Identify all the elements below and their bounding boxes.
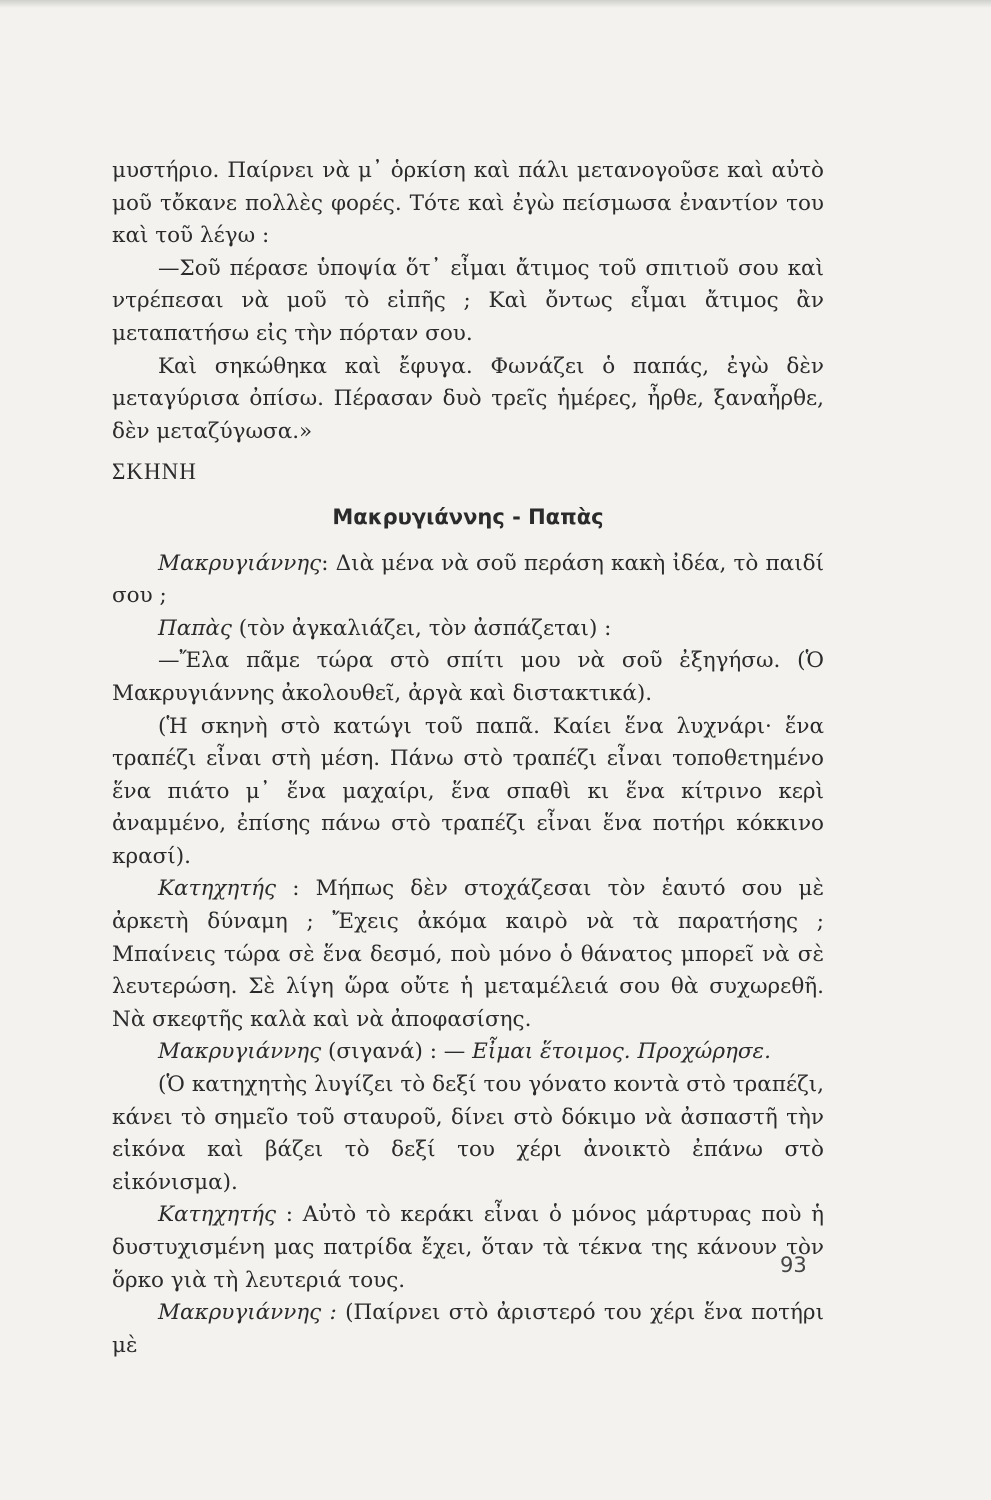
speaker-name: Μακρυγιάννης xyxy=(158,550,322,576)
stage-direction: (τὸν ἀγκαλιάζει, τὸν ἀσπάζεται) : xyxy=(231,615,612,641)
stage-direction-paragraph-2: (Ὁ κατηχητὴς λυγίζει τὸ δεξί του γόνατο κοντὰ στὸ τραπέζι, κάνει τὸ σημεῖο τοῦ σταυροῦ, δίνει στὸ δόκιμο νὰ ἀσπαστῆ τὴν εἰκόνα καὶ βάζει τὸ δεξί του χέρι ἀνοικτὸ ἐπάνω στὸ εἰκόνισμα). xyxy=(112,1072,824,1195)
dialogue-text-italic: Εἶμαι ἕτοιμος. Προχώρησε. xyxy=(472,1039,771,1065)
paragraph-continuation: μυστήριο. Παίρνει νὰ μ᾽ ὁρκίση καὶ πάλι μετανογοῦσε καὶ αὐτὸ μοῦ τὄκανε πολλὲς φορές. Τότε καὶ ἐγὼ πείσμωσα ἐναντίον του καὶ τοῦ λέγω : xyxy=(112,158,824,249)
page-top-edge xyxy=(0,0,991,8)
dialogue-line-makrygiannis-1 xyxy=(112,548,824,613)
speaker-name: Μακρυγιάννης xyxy=(158,1039,322,1065)
stage-direction-paragraph: (Ἡ σκηνὴ στὸ κατώγι τοῦ παπᾶ. Καίει ἕνα λυχνάρι· ἕνα τραπέζι εἶναι στὴ μέση. Πάνω στὸ τραπέζι εἶναι τοποθετημένο ἕνα πιάτο μ᾽ ἕνα μαχαίρι, ἕνα σπαθὶ κι ἕνα κίτρινο κερὶ ἀναμμένο, ἐπίσης πάνω στὸ τραπέζι εἶναι ἕνα ποτήρι κόκκινο κρασί). xyxy=(112,713,824,869)
dialogue-line-papas-1 xyxy=(112,613,824,646)
scene-label: ΣΚΗΝΗ xyxy=(112,459,197,485)
speaker-name: Κατηχητής xyxy=(158,876,277,902)
paragraph-dialogue-1: —Σοῦ πέρασε ὑποψία ὅτ᾽ εἶμαι ἄτιμος τοῦ σπιτιοῦ σου καὶ ντρέπεσαι νὰ μοῦ τὸ εἰπῆς ; Καὶ ὄντως εἶμαι ἄτιμος ἂν μεταπατήσω εἰς τὴν πόρταν σου. xyxy=(112,255,824,346)
page-number: 93 xyxy=(780,1253,807,1277)
dialogue-line-katichitis-2 xyxy=(112,1199,824,1297)
dialogue-text: : Διὰ μένα νὰ σοῦ περάση κακὴ ἰδέα, τὸ παιδί σου ; xyxy=(112,550,824,609)
dialogue-line-papas-2: —Ἔλα πᾶμε τώρα στὸ σπίτι μου νὰ σοῦ ἐξηγήσω. (Ὁ Μακρυγιάννης ἀκολουθεῖ, ἀργὰ καὶ διστακτικά). xyxy=(112,648,824,706)
dialogue-text: : Αὐτὸ τὸ κεράκι εἶναι ὁ μόνος μάρτυρας ποὺ ἡ δυστυχισμένη μας πατρίδα ἔχει, ὅταν τὰ τέκνα της κάνουν τὸν ὅρκο γιὰ τὴ λευτεριά τους. xyxy=(112,1202,824,1293)
dialogue-line-makrygiannis-2 xyxy=(112,1036,824,1069)
stage-direction: (σιγανά) : — xyxy=(321,1039,473,1065)
paragraph-narration-1: Καὶ σηκώθηκα καὶ ἔφυγα. Φωνάζει ὁ παπάς, ἐγὼ δὲν μεταγύρισα ὀπίσω. Πέρασαν δυὸ τρεῖς ἡμέρες, ἦρθε, ξαναἦρθε, δὲν μεταζύγωσα.» xyxy=(112,353,824,444)
speaker-name: Κατηχητής xyxy=(158,1202,277,1228)
speaker-name: Μακρυγιάννης : xyxy=(158,1300,337,1326)
dialogue-text: (Παίρνει στὸ ἀριστερό του χέρι ἕνα ποτήρι μὲ xyxy=(112,1300,825,1358)
book-page-text xyxy=(112,155,824,1362)
dialogue-line-makrygiannis-3 xyxy=(112,1297,824,1362)
dialogue-line-katichitis-1 xyxy=(112,873,824,1036)
scene-title: Μακρυγιάννης - Παπὰς xyxy=(332,504,604,529)
dialogue-text: : Μήπως δὲν στοχάζεσαι τὸν ἑαυτό σου μὲ ἀρκετὴ δύναμη ; Ἔχεις ἀκόμα καιρὸ νὰ τὰ παρατήσης ; Μπαίνεις τώρα σὲ ἕνα δεσμό, ποὺ μόνο ὁ θάνατος μπορεῖ νὰ σὲ λευτερώση. Σὲ λίγη ὥρα οὔτε ἡ μεταμέλειά σου θὰ συχωρεθῆ. Νὰ σκεφτῆς καλὰ καὶ νὰ ἀποφασίσης. xyxy=(112,876,824,1032)
speaker-name: Παπὰς xyxy=(158,615,232,641)
